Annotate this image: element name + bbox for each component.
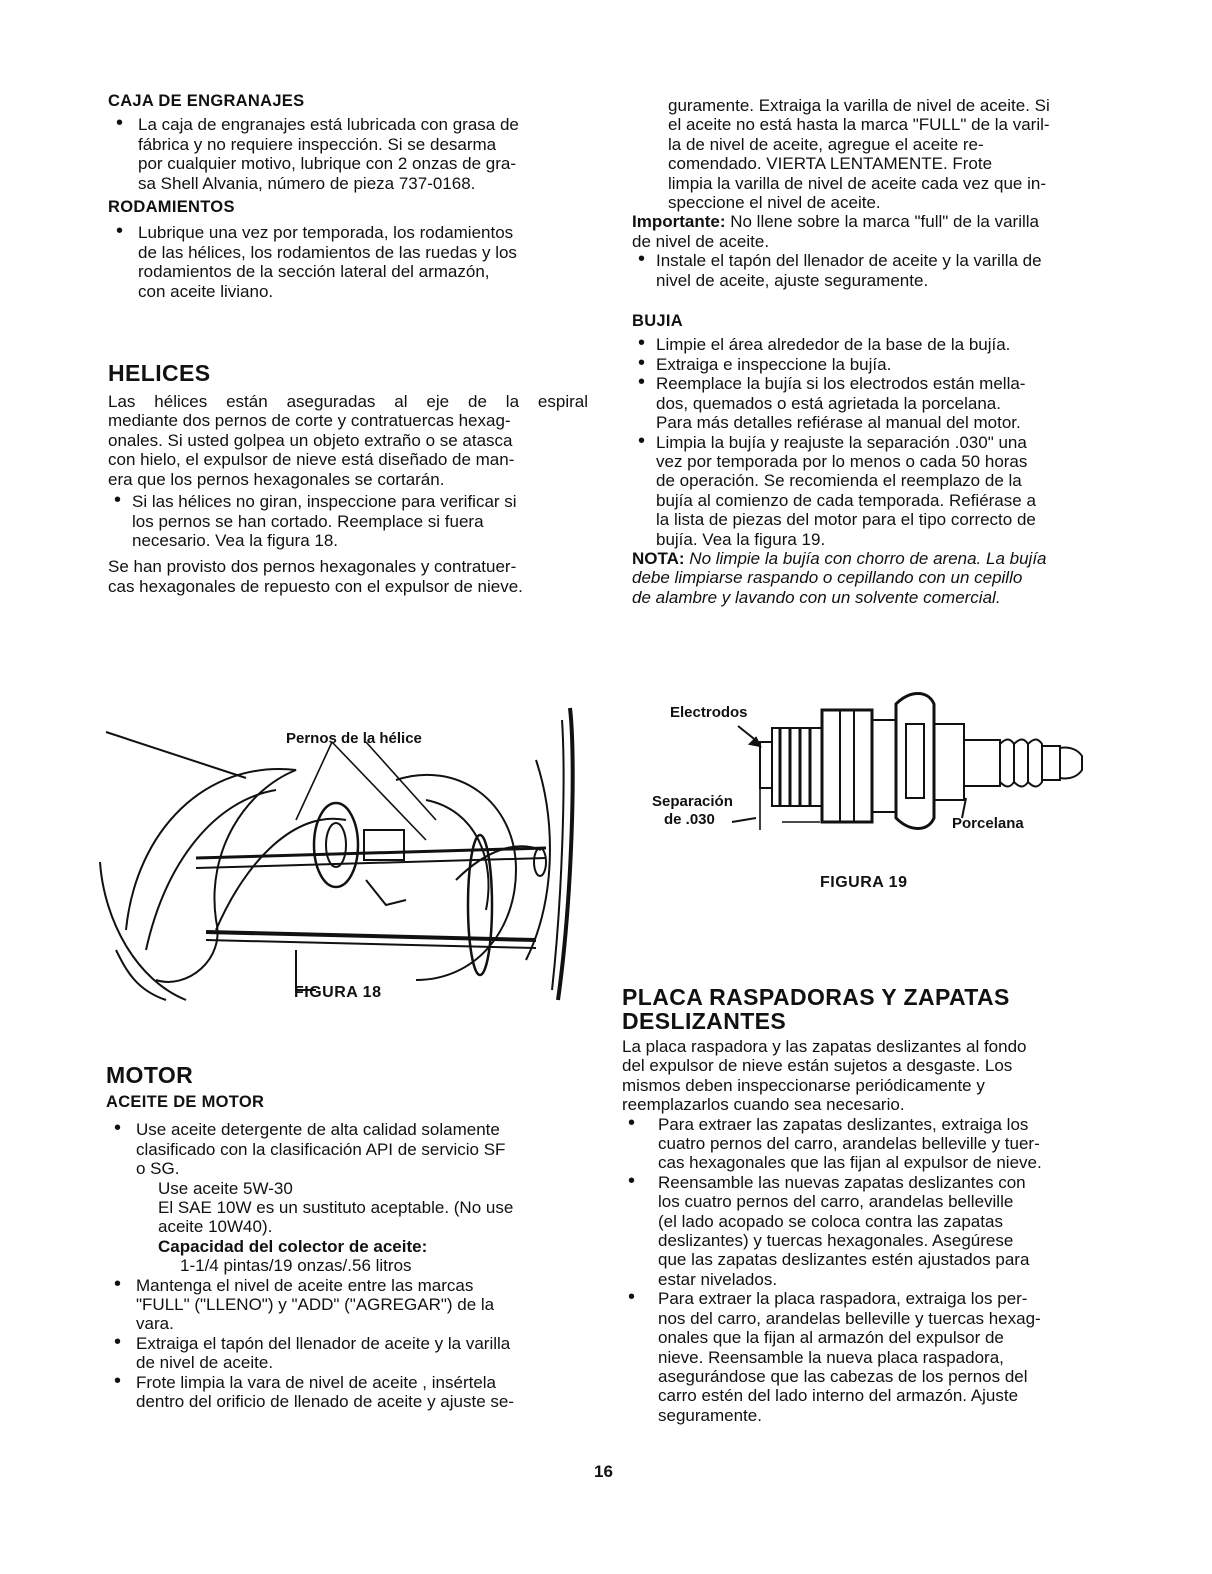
caja-heading: CAJA DE ENGRANAJES — [108, 92, 305, 110]
sae-line-1: El SAE 10W es un sustituto aceptable. (No use — [158, 1198, 514, 1218]
sae-line-2: aceite 10W40). — [158, 1217, 273, 1237]
fig19-porcelana-label: Porcelana — [952, 815, 1024, 832]
instale-bullet: • Instale el tapón del llenador de aceite y la varilla de nivel de aceite, ajuste seguramente. — [632, 251, 1112, 290]
continuation-paragraph: guramente. Extraiga la varilla de nivel de aceite. Si el aceite no está hasta la marca "FULL" de la varil- la de nivel de aceite, agregue el aceite re- comendado. VIERTA LENTAMENTE. Frote limpia la varilla de nivel de aceite cada vez que in- speccione el nivel de aceite. — [668, 96, 1050, 213]
placa-bullet-2: • Reensamble las nuevas zapatas deslizantes con los cuatro pernos del carro, arandelas belleville (el lado acopado se coloca contra las zapatas deslizantes) y tuercas hexagonales. Asegúrese que las zapatas deslizantes estén ajustados para estar nivelados. — [622, 1173, 1102, 1289]
fig18-callout: Pernos de la hélice — [286, 730, 422, 747]
placa-heading-2: DESLIZANTES — [622, 1008, 787, 1034]
fig18-caption: FIGURA 18 — [294, 984, 382, 1001]
fig19-spark-plug-drawing — [700, 690, 1100, 840]
aceite-heading: ACEITE DE MOTOR — [106, 1093, 265, 1111]
left-column — [108, 92, 588, 596]
bujia-bullet-1: • Limpie el área alrededor de la base de la bujía. — [632, 335, 1112, 354]
helices-heading: HELICES — [108, 360, 211, 387]
nota-line-2: debe limpiarse raspando o cepillando con un cepillo — [632, 568, 1023, 588]
fig19-gap-label: de .030 — [664, 811, 715, 828]
bujia-heading: BUJIA — [632, 312, 684, 331]
placa-heading-1: PLACA RASPADORAS Y ZAPATAS — [622, 984, 1010, 1010]
motor-bullet-4: • Frote limpia la vara de nivel de aceite , insértela dentro del orificio de llenado de aceite y ajuste se- — [106, 1373, 586, 1412]
placa-bullet-1: • Para extraer las zapatas deslizantes, extraiga los cuatro pernos del carro, arandelas belleville y tuer- cas hexagonales que las fijan al expulsor de nieve. — [622, 1115, 1102, 1173]
helices-paragraph: Las hélices están aseguradas al eje de la espiral mediante dos pernos de corte y contratuercas hexag- onales. Si usted golpea un objeto extraño o se atasca con hielo, el expulsor de nieve está diseñado de man- era que los pernos hexagonales se cortarán. — [108, 392, 588, 489]
fig19-separacion-label: Separación — [652, 793, 733, 810]
motor-bullet-3: • Extraiga el tapón del llenador de aceite y la varilla de nivel de aceite. — [106, 1334, 586, 1373]
importante-note: Importante: No llene sobre la marca "full" de la varilla — [632, 212, 1039, 232]
right-column — [632, 96, 1112, 607]
fig19-caption: FIGURA 19 — [820, 874, 908, 891]
motor-bullet-2: • Mantenga el nivel de aceite entre las marcas "FULL" ("LLENO") y "ADD" ("AGREGAR") de la vara. — [106, 1276, 586, 1334]
fig19-electrodos-label: Electrodos — [670, 704, 748, 721]
bujia-bullet-2: • Extraiga e inspeccione la bujía. — [632, 355, 1112, 374]
page-number: 16 — [594, 1462, 613, 1481]
bujia-bullet-3: • Reemplace la bujía si los electrodos están mella- dos, quemados o está agrietada la porcelana. Para más detalles refiérase al manual del motor. — [632, 374, 1112, 432]
bujia-bullet-4: • Limpia la bujía y reajuste la separación .030" una vez por temporada por lo menos o cada 50 horas de operación. Se recomienda el reemplazo de la bujía al comienzo de cada temporada. Refiérase a la lista de piezas del motor para el tipo correcto de bujía. Vea la figura 19. — [632, 433, 1112, 549]
capacidad-label: Capacidad del colector de aceite: — [158, 1236, 428, 1256]
placa-bullet-3: • Para extraer la placa raspadora, extraiga los per- nos del carro, arandelas belleville y tuercas hexag- onales que la fijan al armazón del expulsor de nieve. Reensamble la nueva placa raspadora, asegurándose que las cabezas de los pernos del carro estén del lado interno del armazón. Ajuste seguramente. — [622, 1289, 1102, 1425]
helices-paragraph-2: Se han provisto dos pernos hexagonales y contratuer- cas hexagonales de repuesto con el expulsor de nieve. — [108, 557, 523, 596]
oil-type: Use aceite 5W-30 — [158, 1178, 293, 1198]
placa-section — [622, 985, 1102, 1425]
rodamientos-bullet: • Lubrique una vez por temporada, los rodamientos de las hélices, los rodamientos de las ruedas y los rodamientos de la sección lateral del armazón, con aceite liviano. — [108, 223, 588, 301]
motor-heading: MOTOR — [106, 1062, 194, 1088]
placa-paragraph: La placa raspadora y las zapatas deslizantes al fondo del expulsor de nieve están sujetos a desgaste. Los mismos deben inspeccionarse periódicamente y reemplazarlos cuando sea necesario. — [622, 1037, 1027, 1115]
helices-bullet: • Si las hélices no giran, inspeccione para verificar si los pernos se han cortado. Reemplace si fuera necesario. Vea la figura 18. — [108, 492, 588, 550]
motor-bullet-1: • Use aceite detergente de alta calidad solamente clasificado con la clasificación API de servicio SF o SG. — [106, 1120, 586, 1178]
nota: NOTA: No limpie la bujía con chorro de arena. La bujía — [632, 548, 1047, 568]
motor-section — [106, 1063, 586, 1412]
nota-line-3: de alambre y lavando con un solvente comercial. — [632, 587, 1001, 607]
capacidad-value: 1-1/4 pintas/19 onzas/.56 litros — [180, 1256, 412, 1276]
fig18-auger-drawing — [96, 700, 586, 1010]
rodamientos-heading: RODAMIENTOS — [108, 198, 235, 217]
importante-note-2: de nivel de aceite. — [632, 231, 770, 251]
caja-bullet: • La caja de engranajes está lubricada con grasa de fábrica y no requiere inspección. Si se desarma por cualquier motivo, lubrique con 2 onzas de gra- sa Shell Alvania, número de pieza 737-0168. — [108, 115, 588, 193]
